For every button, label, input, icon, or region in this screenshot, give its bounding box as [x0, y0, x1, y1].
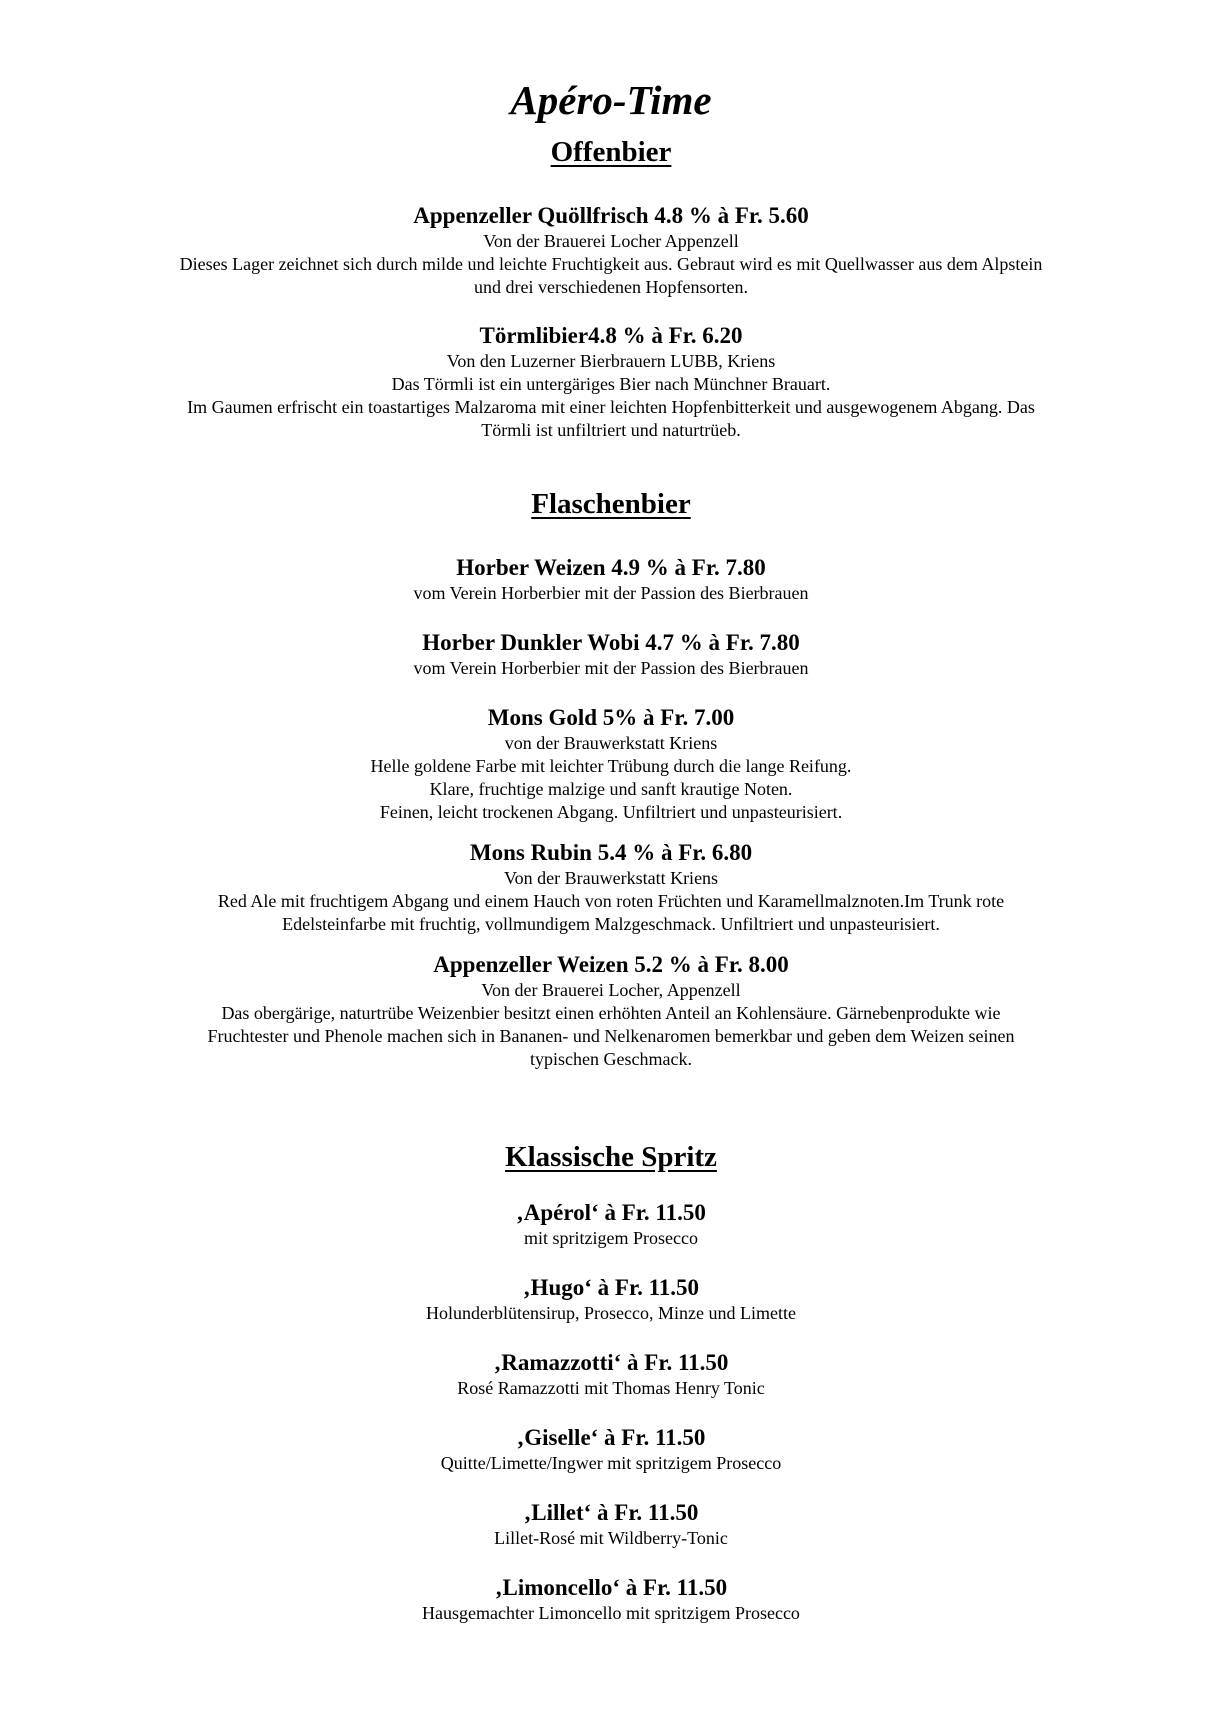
menu-item	[0, 1274, 1222, 1325]
item-title: ‚Ramazzotti‘ à Fr. 11.50	[493, 1350, 729, 1375]
item-description: Helle goldene Farbe mit leichter Trübung durch die lange Reifung.	[370, 756, 852, 776]
item-description: von der Brauwerkstatt Kriens	[504, 733, 718, 753]
item-title: Mons Gold 5% à Fr. 7.00	[487, 705, 735, 730]
item-title: Horber Weizen 4.9 % à Fr. 7.80	[456, 555, 766, 580]
item-description: Von der Brauerei Locher, Appenzell	[481, 980, 741, 1000]
section-heading: Klassische Spritz	[505, 1141, 717, 1173]
item-description: Von der Brauwerkstatt Kriens	[503, 868, 719, 888]
item-description: Hausgemachter Limoncello mit spritzigem Prosecco	[422, 1603, 800, 1623]
item-description: und drei verschiedenen Hopfensorten.	[474, 277, 748, 297]
item-description: Törmli ist unfiltriert und naturtrüeb.	[481, 420, 741, 440]
item-description: Rosé Ramazzotti mit Thomas Henry Tonic	[457, 1378, 765, 1398]
menu-item	[0, 1574, 1222, 1625]
menu-item	[0, 322, 1222, 442]
item-title: Appenzeller Quöllfrisch 4.8 % à Fr. 5.60	[413, 203, 809, 228]
section-klassische-spritz	[0, 1139, 1222, 1625]
item-description: vom Verein Horberbier mit der Passion des Bierbrauen	[413, 583, 809, 603]
item-description: Red Ale mit fruchtigem Abgang und einem Hauch von roten Früchten und Karamellmalznoten.Im Trunk rote	[217, 891, 1005, 911]
menu-item	[0, 704, 1222, 824]
section-heading: Flaschenbier	[531, 488, 691, 520]
section-flaschenbier	[0, 486, 1222, 1071]
item-description: Holunderblütensirup, Prosecco, Minze und Limette	[426, 1303, 796, 1323]
menu-item	[0, 1424, 1222, 1475]
item-description: typischen Geschmack.	[530, 1049, 692, 1069]
item-title: Appenzeller Weizen 5.2 % à Fr. 8.00	[433, 952, 789, 977]
item-description: Feinen, leicht trockenen Abgang. Unfiltriert und unpasteurisiert.	[379, 802, 843, 822]
section-heading: Offenbier	[550, 136, 672, 168]
item-title: ‚Hugo‘ à Fr. 11.50	[522, 1275, 700, 1300]
item-description: Dieses Lager zeichnet sich durch milde und leichte Fruchtigkeit aus. Gebraut wird es mit Quellwasser aus dem Alpstein	[179, 254, 1043, 274]
page-title: Apéro-Time	[510, 77, 712, 123]
menu-item	[0, 1199, 1222, 1250]
menu-item	[0, 951, 1222, 1071]
item-description: Quitte/Limette/Ingwer mit spritzigem Prosecco	[440, 1453, 782, 1473]
item-title: Horber Dunkler Wobi 4.7 % à Fr. 7.80	[422, 630, 800, 655]
item-title: ‚Giselle‘ à Fr. 11.50	[516, 1425, 706, 1450]
menu-item	[0, 629, 1222, 680]
item-description: Von der Brauerei Locher Appenzell	[483, 231, 739, 251]
item-title: ‚Apérol‘ à Fr. 11.50	[516, 1200, 706, 1225]
item-description: Fruchtester und Phenole machen sich in Bananen- und Nelkenaromen bemerkbar und geben dem Weizen seinen	[207, 1026, 1015, 1046]
item-title: Törmlibier4.8 % à Fr. 6.20	[479, 323, 743, 348]
item-description: Edelsteinfarbe mit fruchtig, vollmundigem Malzgeschmack. Unfiltriert und unpasteurisiert.	[282, 914, 940, 934]
menu-item	[0, 554, 1222, 605]
menu-item	[0, 839, 1222, 936]
item-title: ‚Limoncello‘ à Fr. 11.50	[494, 1575, 728, 1600]
item-title: Mons Rubin 5.4 % à Fr. 6.80	[469, 840, 753, 865]
menu-item	[0, 1499, 1222, 1550]
menu-item	[0, 1349, 1222, 1400]
item-description: Von den Luzerner Bierbrauern LUBB, Kriens	[446, 351, 776, 371]
item-description: Klare, fruchtige malzige und sanft krautige Noten.	[429, 779, 793, 799]
item-description: mit spritzigem Prosecco	[524, 1228, 698, 1248]
item-title: ‚Lillet‘ à Fr. 11.50	[523, 1500, 699, 1525]
section-offenbier	[0, 134, 1222, 442]
item-description: Lillet-Rosé mit Wildberry-Tonic	[494, 1528, 728, 1548]
item-description: Das Törmli ist ein untergäriges Bier nach Münchner Brauart.	[391, 374, 831, 394]
item-description: Das obergärige, naturtrübe Weizenbier besitzt einen erhöhten Anteil an Kohlensäure. Gärnebenprodukte wie	[221, 1003, 1001, 1023]
menu-item	[0, 202, 1222, 299]
item-description: vom Verein Horberbier mit der Passion des Bierbrauen	[413, 658, 809, 678]
item-description: Im Gaumen erfrischt ein toastartiges Malzaroma mit einer leichten Hopfenbitterkeit und ausgewogenem Abgang. Das	[187, 397, 1035, 417]
